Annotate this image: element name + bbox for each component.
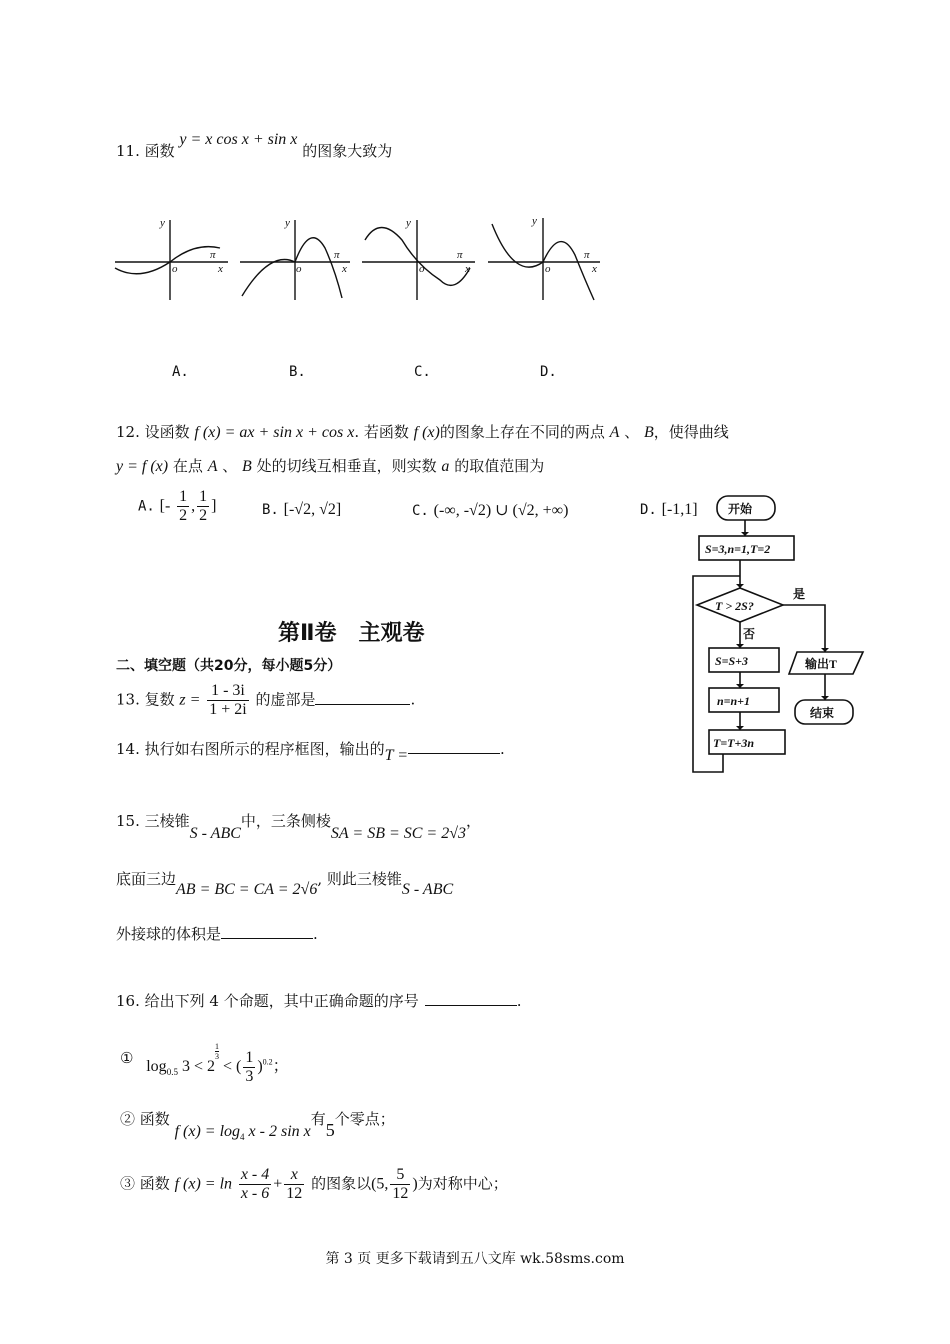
fc-cond-label: T > 2S? <box>715 599 754 613</box>
q12-opt-a-n2: 1 <box>199 488 208 505</box>
graph-d-y-label: y <box>532 215 537 227</box>
q16-item2-base: 4 <box>240 1132 245 1143</box>
graph-c-origin: o <box>419 263 425 275</box>
q16-item1-frac <box>243 1049 255 1086</box>
q15-pyramid2: S - ABC <box>401 881 454 898</box>
q13-fraction <box>207 682 248 719</box>
graph-a-pi: π <box>210 249 216 261</box>
graph-d-x-label: x <box>592 263 597 275</box>
q12-opt-a-frac2 <box>197 488 209 525</box>
graph-c-pi: π <box>457 249 463 261</box>
fc-yes-line <box>783 605 825 652</box>
q13 <box>116 682 415 719</box>
q12-opt-a-n1: 1 <box>179 488 188 505</box>
q11-graphs <box>110 210 610 310</box>
graph-b-x-label: x <box>342 263 347 275</box>
q12-text-d: ，使得曲线 <box>653 423 729 441</box>
q14-answer-blank[interactable] <box>408 739 500 754</box>
section-heading: 二、填空题（共20分，每小题5分） <box>116 658 342 674</box>
q12-text-b: . 若函数 <box>354 423 409 441</box>
q16-item2-count: 5 <box>325 1120 335 1140</box>
q12-text-f: 处的切线互相垂直，则实数 <box>256 457 437 475</box>
q16-item2-f: f (x) = log <box>174 1123 241 1140</box>
graph-label-c: C. <box>414 364 431 380</box>
q16-item3-text: 函数 <box>139 1174 170 1193</box>
q12-opt-d-label: D. <box>640 502 657 518</box>
graph-a-y-label: y <box>160 217 165 229</box>
q16-item3-suffix: 为对称中心； <box>417 1174 508 1193</box>
q16-end: . <box>516 992 522 1010</box>
q12-var-a: a <box>441 458 450 475</box>
q16-item1 <box>120 1034 289 1085</box>
q16-item1-lt: < ( <box>222 1058 242 1075</box>
q16-item1-mark: ① <box>120 1049 134 1067</box>
q12-opt-c-label: C. <box>412 503 429 519</box>
q12-option-b <box>262 500 341 519</box>
q12-opt-a-frac1 <box>177 488 189 525</box>
q16-item3-pn: 5 <box>390 1166 410 1185</box>
q13-z: z = <box>179 691 201 709</box>
q11-formula: y = x cos x + sin x <box>179 131 298 148</box>
q16-item2-expr <box>174 1123 311 1143</box>
q16-item3-f: f (x) = ln <box>174 1175 233 1193</box>
q16-item3-frac1 <box>239 1166 271 1203</box>
q16-item1-lhs: 3 < 2 <box>181 1058 215 1075</box>
q11-stem <box>116 131 393 161</box>
q14-text: 14. 执行如右图所示的程序框图，输出的 <box>116 740 385 758</box>
q12-opt-a-comma: , <box>191 497 196 515</box>
graph-a-origin: o <box>172 263 178 275</box>
q12-opt-a-open: [- <box>159 497 171 515</box>
q12-point-b: B <box>644 424 654 441</box>
flowchart <box>685 492 875 782</box>
graph-b-y-label: y <box>285 217 290 229</box>
graph-d-pi: π <box>584 249 590 261</box>
q12-text-e: 在点 <box>172 457 203 475</box>
q16-item3 <box>120 1166 508 1203</box>
q13-denominator: 1 + 2i <box>209 701 247 718</box>
graph-c-x-label: x <box>465 263 470 275</box>
q16-item2-has: 有 <box>310 1110 326 1128</box>
fc-end-label: 结束 <box>810 706 835 720</box>
q16-item1-expr <box>146 1042 289 1085</box>
q16-item3-mark: ③ <box>120 1174 136 1193</box>
q14 <box>116 738 505 764</box>
q16-item2-suffix: 个零点； <box>334 1110 395 1128</box>
fc-output-label: 输出T <box>805 657 838 671</box>
q14-var: T = <box>384 747 409 764</box>
q12-point-a2: A <box>207 458 218 475</box>
q16-item1-log: log <box>146 1058 167 1075</box>
q16-item2 <box>120 1108 395 1143</box>
q16-item3-n2: x <box>284 1166 304 1185</box>
q12-opt-d-value: [-1,1] <box>661 501 698 518</box>
q12-opt-b-value: [-√2, √2] <box>283 501 342 518</box>
q16-item1-close: ) <box>257 1058 263 1075</box>
graph-label-b: B. <box>289 364 306 380</box>
graph-a-x-label: x <box>218 263 223 275</box>
q13-answer-blank[interactable] <box>315 690 410 705</box>
q16-item3-n1: x - 4 <box>240 1166 270 1183</box>
q12-opt-c-value: (-∞, -√2) ∪ (√2, +∞) <box>433 502 569 519</box>
graph-c-y-label: y <box>406 217 411 229</box>
q12-point-a: A <box>609 424 620 441</box>
fc-n-update-label: n=n+1 <box>717 694 751 708</box>
q15-line3 <box>116 923 318 944</box>
fc-start-label: 开始 <box>728 502 753 516</box>
q12-opt-a-label: A. <box>138 498 155 515</box>
fc-t-update-label: T=T+3n <box>713 736 755 750</box>
graph-d-origin: o <box>545 263 551 275</box>
q12-line2 <box>116 455 544 476</box>
q12-number: 12. 设函数 <box>116 423 190 441</box>
q15-text-b: 中，三条侧棱 <box>240 812 331 830</box>
q15-comma: ， <box>466 812 482 830</box>
q16-item3-d2: 12 <box>286 1185 303 1202</box>
q15-edges: SA = SB = SC = 2√3 <box>330 825 467 842</box>
q16-item2-rest: x - 2 sin x <box>248 1123 311 1140</box>
q15-base-edges: AB = BC = CA = 2√6 <box>176 881 318 898</box>
graph-b-origin: o <box>296 263 302 275</box>
q12-opt-a-d2: 2 <box>199 507 208 524</box>
q11-suffix: 的图象大致为 <box>302 142 393 160</box>
fc-no-label: 否 <box>743 627 756 641</box>
q15-volume-text: 外接球的体积是 <box>116 925 222 943</box>
q16-answer-blank[interactable] <box>425 991 517 1006</box>
q16-item3-pd: 12 <box>392 1185 409 1202</box>
q16-item3-pt-open: (5, <box>371 1175 389 1193</box>
graph-label-d: D. <box>540 364 557 380</box>
q16 <box>116 990 522 1011</box>
q11-number: 11. 函数 <box>116 142 175 160</box>
q13-number: 13. 复数 <box>116 690 175 709</box>
graph-b-pi: π <box>334 249 340 261</box>
q16-item3-mid: 的图象以 <box>311 1174 372 1193</box>
q12-line1 <box>116 421 729 442</box>
q16-item1-base: 0.5 <box>166 1067 178 1078</box>
q15-pyramid: S - ABC <box>189 825 241 842</box>
q16-item1-fd: 3 <box>245 1067 254 1085</box>
q16-text: 16. 给出下列 4 个命题，其中正确命题的序号 <box>116 992 419 1010</box>
q15-answer-blank[interactable] <box>221 924 313 939</box>
q14-end: . <box>500 740 505 758</box>
q12-text-g: 的取值范围为 <box>454 457 545 475</box>
q16-item1-exp-den: 3 <box>214 1052 219 1061</box>
q12-sep: 、 <box>624 423 640 441</box>
q13-end: . <box>410 690 416 709</box>
part2-title: 第Ⅱ卷 主观卷 <box>278 621 425 646</box>
q12-opt-a-d1: 2 <box>179 507 188 524</box>
q12-point-b2: B <box>242 458 252 475</box>
q13-numerator: 1 - 3i <box>207 682 248 701</box>
q15-end: . <box>313 925 318 943</box>
q16-item3-frac3 <box>390 1166 410 1203</box>
fc-yes-label: 是 <box>793 587 806 601</box>
q12-text-c: 的图象上存在不同的两点 <box>439 423 605 441</box>
q12-function: f (x) = ax + sin x + cos x <box>194 424 355 441</box>
q13-suffix: 的虚部是 <box>255 690 316 709</box>
q16-item1-end: ； <box>272 1058 289 1075</box>
q15-line2 <box>116 868 454 898</box>
q16-item3-d1: x - 6 <box>240 1185 270 1202</box>
q16-item3-plus: + <box>273 1175 283 1193</box>
q16-item2-text: 函数 <box>139 1110 170 1128</box>
q16-item3-pt-close: ) <box>412 1175 418 1193</box>
q16-item3-frac2 <box>284 1166 304 1203</box>
fc-init-label: S=3,n=1,T=2 <box>705 542 771 556</box>
q12-sep2: 、 <box>222 457 238 475</box>
q15-number: 15. 三棱锥 <box>116 812 190 830</box>
q12-opt-a-close: ] <box>211 497 217 515</box>
q15-base-text: 底面三边 <box>116 870 177 888</box>
q15-text-d: , 则此三棱锥 <box>317 870 402 888</box>
q12-curve: y = f (x) <box>116 458 169 475</box>
graph-label-a: A. <box>172 364 189 380</box>
fc-s-update-label: S=S+3 <box>715 654 749 668</box>
q12-option-a <box>138 488 216 525</box>
q12-function-ref: f (x) <box>413 424 440 441</box>
q16-item2-mark: ② <box>120 1110 136 1128</box>
q16-item1-exp-num: 1 <box>214 1042 219 1051</box>
q15-line1 <box>116 810 482 842</box>
q16-item1-exp2: 0.2 <box>262 1057 273 1067</box>
q12-option-c <box>412 500 568 520</box>
q12-opt-b-label: B. <box>262 502 279 518</box>
q16-item1-fn: 1 <box>245 1048 254 1066</box>
page-footer: 第 3 页 更多下载请到五八文库 wk.58sms.com <box>325 1251 625 1267</box>
